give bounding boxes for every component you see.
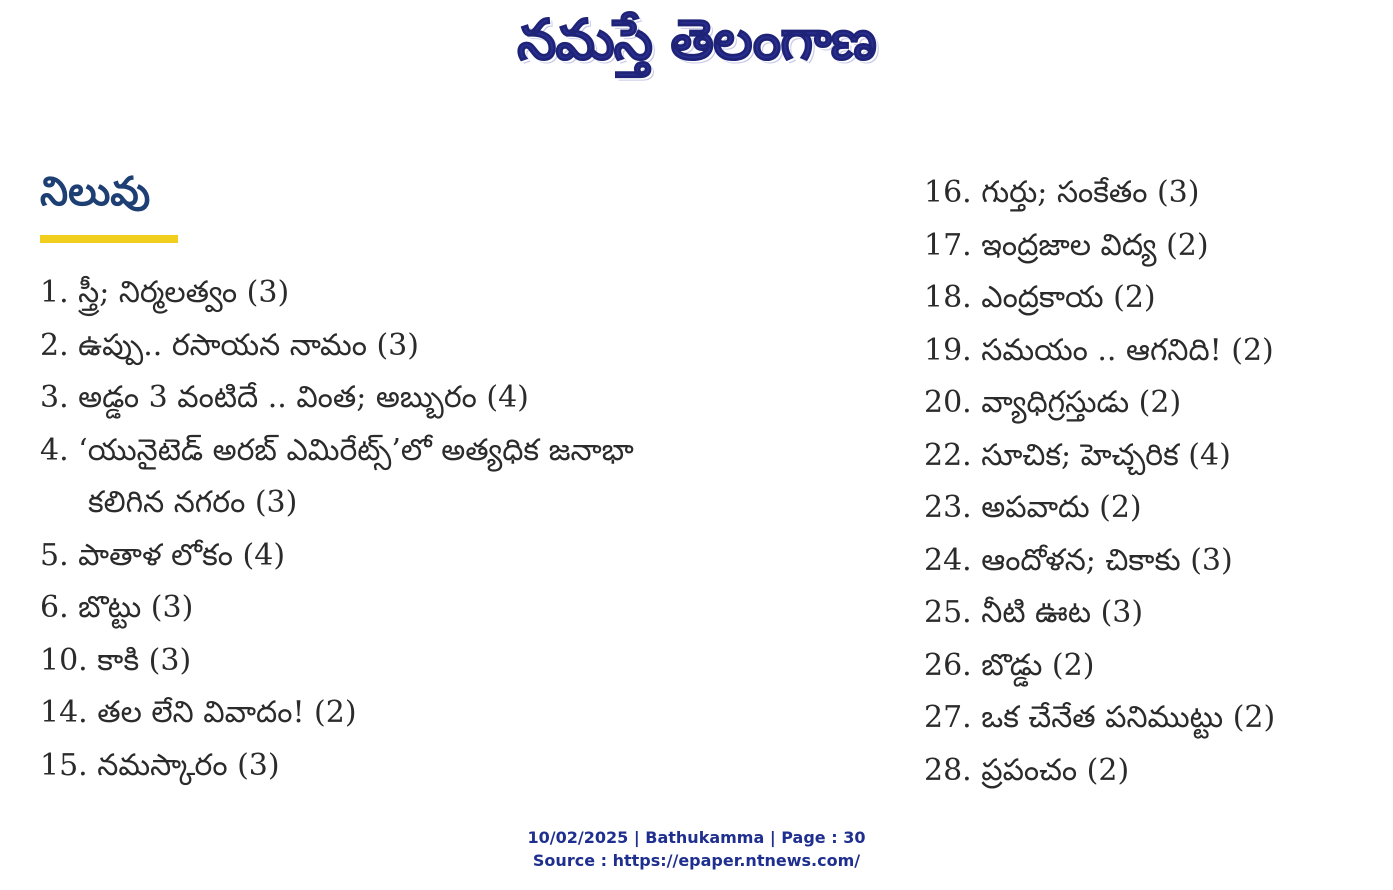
clue-item-6 <box>40 582 800 635</box>
clue-text: ఆందోళన; చికాకు (3) <box>981 542 1233 578</box>
clue-number: 16. <box>924 175 972 210</box>
clue-text: నమస్కారం (3) <box>97 747 280 783</box>
clue-text: అడ్డం 3 వంటిదే .. వింత; అబ్బురం (4) <box>78 380 529 415</box>
clue-text: బొడ్డు (2) <box>981 647 1095 683</box>
clue-number: 28. <box>924 752 972 788</box>
clue-text: ‘యునైటెడ్ అరబ్ ఎమిరేట్స్’లో అత్యధిక జనాభా <box>78 432 634 468</box>
clue-text: ఉప్పు.. రసాయన నామం (3) <box>78 327 419 363</box>
clue-text: ప్రపంచం (2) <box>981 752 1130 788</box>
clue-list-right <box>924 167 1384 797</box>
clue-text: ఎంద్రకాయ (2) <box>981 280 1156 315</box>
clue-item-27 <box>924 692 1384 745</box>
clue-item-5 <box>40 530 800 583</box>
clue-text: స్త్రీ; నిర్మలత్వం (3) <box>78 275 290 310</box>
clue-item-24 <box>924 535 1384 588</box>
clue-list-left <box>40 267 800 792</box>
clue-item-16 <box>924 167 1384 220</box>
clue-item-18 <box>924 272 1384 325</box>
clue-item-26 <box>924 640 1384 693</box>
clue-item-22 <box>924 430 1384 483</box>
section-heading: నిలువు <box>40 169 151 215</box>
clue-text: వ్యాధిగ్రస్తుడు (2) <box>981 385 1182 420</box>
clue-text: సూచిక; హెచ్చరిక (4) <box>981 437 1231 473</box>
newspaper-logo-title: నమస్తే తెలంగాణ <box>517 8 876 73</box>
clue-text: ఇంద్రజాల విద్య (2) <box>981 227 1209 263</box>
heading-underline <box>40 235 178 243</box>
clue-text: బొట్టు (3) <box>78 590 194 625</box>
clue-number: 4. <box>40 432 69 468</box>
clue-item-1 <box>40 267 800 320</box>
clue-item-14 <box>40 687 800 740</box>
clue-item-20 <box>924 377 1384 430</box>
clue-number: 24. <box>924 542 972 578</box>
clue-number: 20. <box>924 385 972 420</box>
clue-number: 17. <box>924 227 972 263</box>
clue-item-2 <box>40 320 800 373</box>
clue-text: తల లేని వివాదం! (2) <box>97 695 357 730</box>
clue-text: నీటి ఊట (3) <box>981 595 1144 630</box>
masthead <box>0 0 1393 90</box>
clue-number: 18. <box>924 280 972 315</box>
clue-number: 3. <box>40 380 69 415</box>
clue-item-19 <box>924 325 1384 378</box>
clue-number: 10. <box>40 642 88 678</box>
clue-number: 1. <box>40 275 69 310</box>
clue-number: 5. <box>40 537 69 573</box>
clue-number: 27. <box>924 700 972 735</box>
clue-item-3 <box>40 372 800 425</box>
clue-number: 25. <box>924 595 972 630</box>
clue-text: కాకి (3) <box>97 642 192 678</box>
clue-item-4 <box>40 425 800 530</box>
clue-item-10 <box>40 635 800 688</box>
clue-text: పాతాళ లోకం (4) <box>78 537 286 573</box>
clue-number: 15. <box>40 747 88 783</box>
clue-text-continued: కలిగిన నగరం (3) <box>88 485 298 520</box>
clue-item-28 <box>924 745 1384 798</box>
clue-text: అపవాదు (2) <box>981 490 1142 525</box>
clue-number: 26. <box>924 647 972 683</box>
clue-text: ఒక చేనేత పనిముట్టు (2) <box>981 700 1276 735</box>
clue-text: గుర్తు; సంకేతం (3) <box>981 175 1200 210</box>
clue-item-25 <box>924 587 1384 640</box>
footer-date-page: 10/02/2025 | Bathukamma | Page : 30 <box>527 828 866 847</box>
clue-number: 19. <box>924 332 972 368</box>
clue-text: సమయం .. ఆగనిది! (2) <box>981 332 1274 368</box>
footer-source: Source : https://epaper.ntnews.com/ <box>532 851 861 870</box>
clue-item-17 <box>924 220 1384 273</box>
clue-number: 2. <box>40 327 69 363</box>
clue-item-15 <box>40 740 800 793</box>
footer <box>0 826 1393 872</box>
clue-number: 6. <box>40 590 69 625</box>
clue-number: 22. <box>924 437 972 473</box>
clue-number: 14. <box>40 695 88 730</box>
clue-number: 23. <box>924 490 972 525</box>
clue-item-23 <box>924 482 1384 535</box>
